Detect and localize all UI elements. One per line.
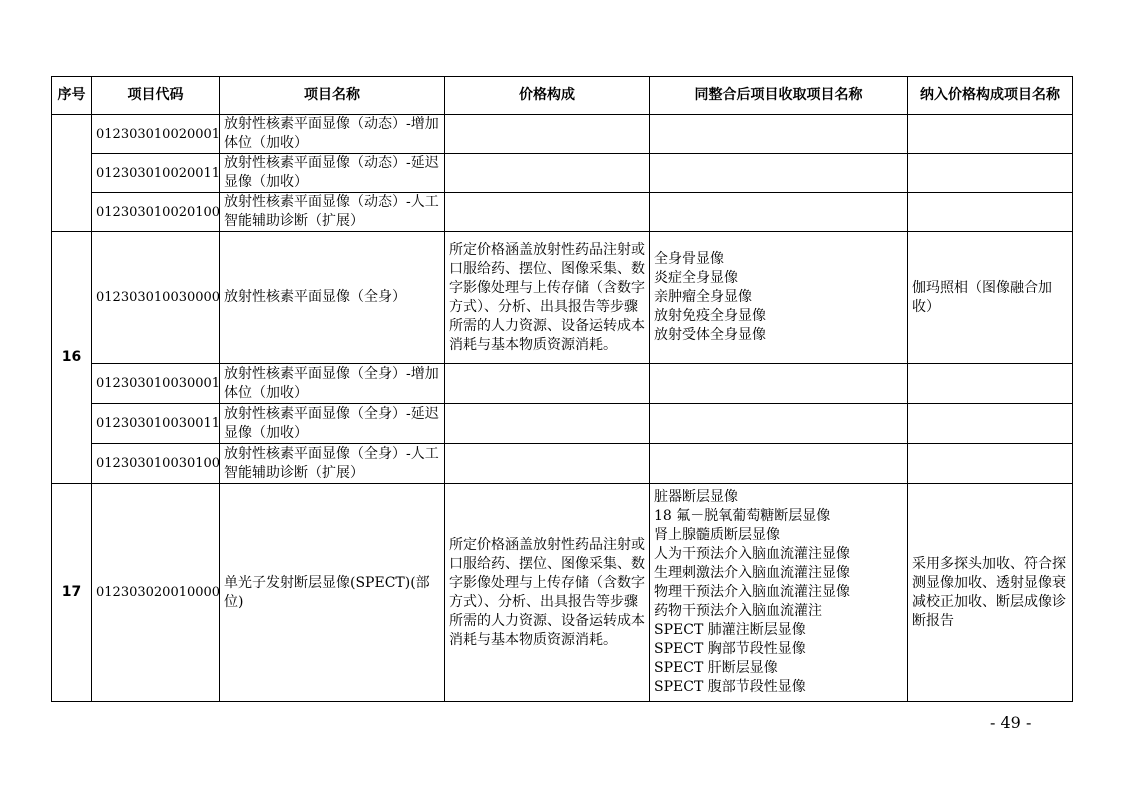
integrated-cell — [650, 193, 908, 232]
table-row — [52, 444, 1073, 484]
code-cell: 012303010030000 — [92, 232, 220, 364]
code-cell: 012303010030011 — [92, 404, 220, 444]
page-number: - 49 - — [990, 713, 1032, 732]
header-price: 价格构成 — [445, 77, 650, 115]
price-cell: 所定价格涵盖放射性药品注射或口服给药、摆位、图像采集、数字影像处理与上传存储（含数字方式）、分析、出具报告等步骤所需的人力资源、设备运转成本消耗与基本物质资源消耗。 — [445, 232, 650, 364]
integrated-cell — [650, 115, 908, 154]
integrated-cell — [650, 404, 908, 444]
price-table — [51, 76, 1073, 702]
no-cell-continued — [52, 115, 92, 232]
name-cell: 放射性核素平面显像（动态）-增加体位（加收） — [220, 115, 445, 154]
table-row — [52, 115, 1073, 154]
header-no: 序号 — [52, 77, 92, 115]
included-cell — [908, 154, 1073, 193]
item-no-17: 17 — [52, 484, 92, 702]
name-cell: 放射性核素平面显像（动态）-延迟显像（加收） — [220, 154, 445, 193]
name-cell: 放射性核素平面显像（全身） — [220, 232, 445, 364]
included-cell — [908, 193, 1073, 232]
code-cell: 012303010020100 — [92, 193, 220, 232]
price-cell — [445, 115, 650, 154]
table-row — [52, 154, 1073, 193]
included-cell: 采用多探头加收、符合探测显像加收、透射显像衰减校正加收、断层成像诊断报告 — [908, 484, 1073, 702]
code-cell: 012303010030100 — [92, 444, 220, 484]
included-cell — [908, 364, 1073, 404]
header-code: 项目代码 — [92, 77, 220, 115]
table-row — [52, 232, 1073, 364]
item-no-16: 16 — [52, 232, 92, 484]
header-name: 项目名称 — [220, 77, 445, 115]
included-cell — [908, 115, 1073, 154]
price-cell — [445, 364, 650, 404]
code-cell: 012303010030001 — [92, 364, 220, 404]
code-cell: 012303010020001 — [92, 115, 220, 154]
header-included: 纳入价格构成项目名称 — [908, 77, 1073, 115]
price-cell: 所定价格涵盖放射性药品注射或口服给药、摆位、图像采集、数字影像处理与上传存储（含数字方式）、分析、出具报告等步骤所需的人力资源、设备运转成本消耗与基本物质资源消耗。 — [445, 484, 650, 702]
price-cell — [445, 444, 650, 484]
header-row — [52, 77, 1073, 115]
code-cell: 012303010020011 — [92, 154, 220, 193]
table-row — [52, 364, 1073, 404]
name-cell: 放射性核素平面显像（全身）-延迟显像（加收） — [220, 404, 445, 444]
included-cell: 伽玛照相（图像融合加收） — [908, 232, 1073, 364]
price-cell — [445, 154, 650, 193]
integrated-cell — [650, 364, 908, 404]
header-integrated: 同整合后项目收取项目名称 — [650, 77, 908, 115]
included-cell — [908, 404, 1073, 444]
code-cell: 012303020010000 — [92, 484, 220, 702]
table-row — [52, 193, 1073, 232]
price-cell — [445, 193, 650, 232]
integrated-cell — [650, 154, 908, 193]
name-cell: 放射性核素平面显像（动态）-人工智能辅助诊断（扩展） — [220, 193, 445, 232]
table-row — [52, 484, 1073, 702]
name-cell: 单光子发射断层显像(SPECT)(部位) — [220, 484, 445, 702]
price-cell — [445, 404, 650, 444]
integrated-cell — [650, 444, 908, 484]
included-cell — [908, 444, 1073, 484]
table-row — [52, 404, 1073, 444]
name-cell: 放射性核素平面显像（全身）-增加体位（加收） — [220, 364, 445, 404]
integrated-cell: 脏器断层显像 18 氟－脱氧葡萄糖断层显像 肾上腺髓质断层显像 人为干预法介入脑血流灌注显像 生理刺激法介入脑血流灌注显像 物理干预法介入脑血流灌注显像 药物干预法介入脑血流灌注 SPECT 肺灌注断层显像 SPECT 胸部节段性显像 SPECT 肝断层显像 SPECT 腹部节段性显像 — [650, 484, 908, 702]
name-cell: 放射性核素平面显像（全身）-人工智能辅助诊断（扩展） — [220, 444, 445, 484]
integrated-cell: 全身骨显像 炎症全身显像 亲肿瘤全身显像 放射免疫全身显像 放射受体全身显像 — [650, 232, 908, 364]
